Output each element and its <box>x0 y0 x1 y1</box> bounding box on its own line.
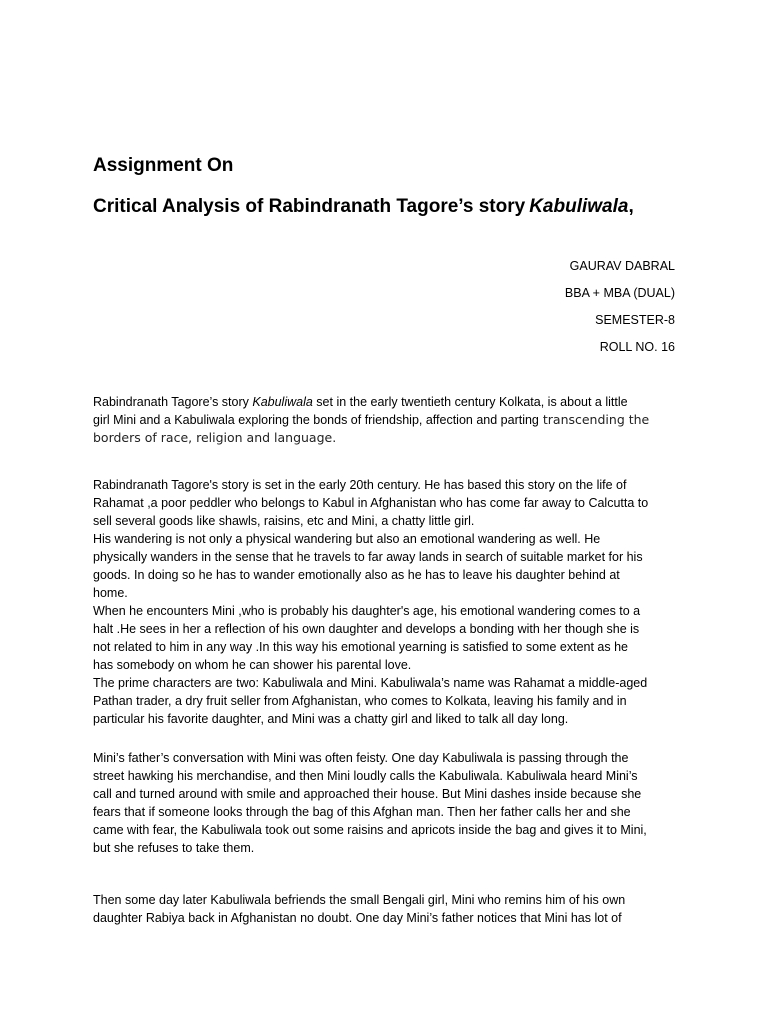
paragraph-background <box>93 476 683 728</box>
paragraph-line: street hawking his merchandise, and then Mini loudly calls the Kabuliwala. Kabuliwala heard Mini’s <box>93 769 638 783</box>
author-program: BBA + MBA (DUAL) <box>564 286 675 300</box>
paragraph-line: His wandering is not only a physical wandering but also an emotional wandering as well. He <box>93 532 601 546</box>
author-roll-number: ROLL NO. 16 <box>599 340 675 354</box>
paragraph-line: home. <box>93 586 128 600</box>
paragraph-line: not related to him in any way .In this way his emotional yearning is satisfied to some extent as he <box>93 640 628 654</box>
paragraph-line: particular his favorite daughter, and Mini was a chatty girl and liked to talk all day long. <box>93 712 569 726</box>
paragraph-line: The prime characters are two: Kabuliwala and Mini. Kabuliwala’s name was Rahamat a middle-aged <box>93 676 648 690</box>
author-semester: SEMESTER-8 <box>595 313 675 327</box>
text-run: transcending the <box>538 412 650 427</box>
paragraph-line: goods. In doing so he has to wander emotionally also as he has to leave his daughter behind at <box>93 568 620 582</box>
paragraph-line: call and turned around with smile and approached their house. But Mini dashes inside because she <box>93 787 642 801</box>
paragraph-line <box>93 393 683 411</box>
author-name: GAURAV DABRAL <box>569 259 675 273</box>
subtitle-text: Critical Analysis of Rabindranath Tagore’s story <box>93 196 526 217</box>
paragraph-first-meeting <box>93 749 683 857</box>
paragraph-intro <box>93 393 683 447</box>
paragraph-line: When he encounters Mini ,who is probably his daughter's age, his emotional wandering comes to a <box>93 604 641 618</box>
subtitle-story-name: Kabuliwala <box>529 196 629 217</box>
paragraph-line: fears that if someone looks through the bag of this Afghan man. Then her father calls her and she <box>93 805 631 819</box>
paragraph-friendship <box>93 891 683 927</box>
paragraph-line: sell several goods like shawls, raisins, etc and Mini, a chatty little girl. <box>93 514 475 528</box>
paragraph-line: borders of race, religion and language. <box>93 430 337 445</box>
text-run: Rabindranath Tagore’s story <box>93 395 253 409</box>
paragraph-line: Rabindranath Tagore's story is set in the early 20th century. He has based this story on the life of <box>93 478 627 492</box>
paragraph-line: halt .He sees in her a reflection of his own daughter and develops a bonding with her though she is <box>93 622 640 636</box>
author-block <box>375 258 675 366</box>
text-run: set in the early twentieth century Kolkata, is about a little <box>312 395 628 409</box>
story-title-italic: Kabuliwala <box>252 395 313 409</box>
paragraph-line: came with fear, the Kabuliwala took out some raisins and apricots inside the bag and gives it to Mini, <box>93 823 647 837</box>
paragraph-line <box>93 411 683 429</box>
paragraph-line: daughter Rabiya back in Afghanistan no doubt. One day Mini’s father notices that Mini has lot of <box>93 911 622 925</box>
document-subtitle <box>93 195 634 219</box>
paragraph-line: has somebody on whom he can shower his parental love. <box>93 658 412 672</box>
paragraph-line: Rahamat ,a poor peddler who belongs to Kabul in Afghanistan who has come far away to Calcutta to <box>93 496 649 510</box>
paragraph-line: Mini’s father’s conversation with Mini was often feisty. One day Kabuliwala is passing through the <box>93 751 629 765</box>
document-title: Assignment On <box>93 155 234 176</box>
paragraph-line: but she refuses to take them. <box>93 841 255 855</box>
paragraph-line: physically wanders in the sense that he travels to far away lands in search of suitable market for his <box>93 550 643 564</box>
text-run: girl Mini and a Kabuliwala exploring the bonds of friendship, affection and parting <box>93 413 539 427</box>
paragraph-line: Then some day later Kabuliwala befriends the small Bengali girl, Mini who remins him of his own <box>93 893 626 907</box>
subtitle-suffix: , <box>628 196 634 217</box>
paragraph-line: Pathan trader, a dry fruit seller from Afghanistan, who comes to Kolkata, leaving his family and in <box>93 694 627 708</box>
